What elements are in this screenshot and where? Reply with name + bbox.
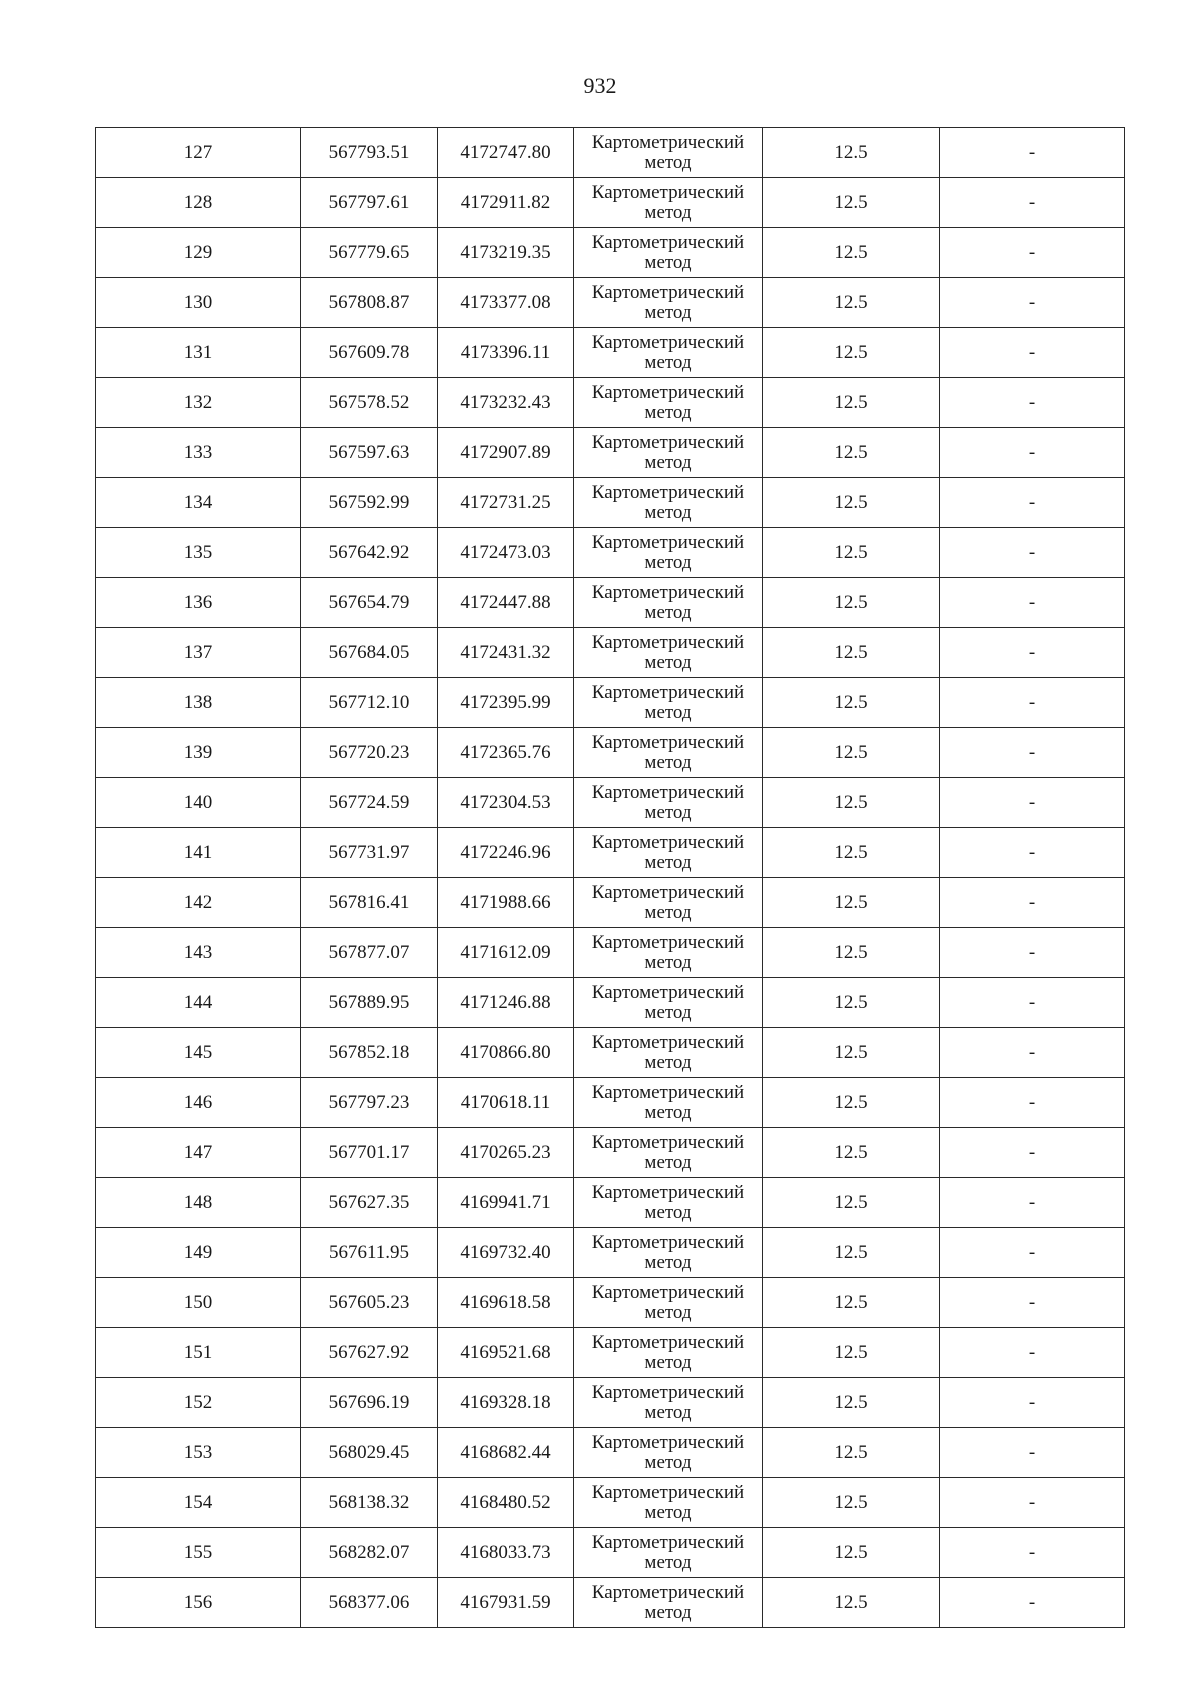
table-row <box>96 328 1125 378</box>
point-number-cell: 141 <box>96 828 301 878</box>
accuracy-cell: 12.5 <box>763 178 940 228</box>
method-cell <box>574 828 763 878</box>
y-coordinate-cell: 4172473.03 <box>438 528 574 578</box>
table-row <box>96 178 1125 228</box>
note-cell: - <box>940 1478 1125 1528</box>
accuracy-cell: 12.5 <box>763 1028 940 1078</box>
method-line-1: Картометрический <box>591 1081 745 1103</box>
method-line-2: метод <box>644 301 692 323</box>
method-line-2: метод <box>644 151 692 173</box>
method-line-2: метод <box>644 1001 692 1023</box>
note-cell: - <box>940 1578 1125 1628</box>
method-line-2: метод <box>644 1451 692 1473</box>
method-line-1: Картометрический <box>591 831 745 853</box>
table-row <box>96 1228 1125 1278</box>
y-coordinate-cell: 4171612.09 <box>438 928 574 978</box>
y-coordinate-cell: 4168682.44 <box>438 1428 574 1478</box>
y-coordinate-cell: 4170618.11 <box>438 1078 574 1128</box>
note-cell: - <box>940 278 1125 328</box>
point-number-cell: 127 <box>96 128 301 178</box>
method-line-1: Картометрический <box>591 1531 745 1553</box>
table-row <box>96 1428 1125 1478</box>
method-line-2: метод <box>644 951 692 973</box>
point-number-cell: 128 <box>96 178 301 228</box>
note-cell: - <box>940 728 1125 778</box>
method-cell <box>574 1278 763 1328</box>
method-line-1: Картометрический <box>591 581 745 603</box>
method-line-2: метод <box>644 201 692 223</box>
table-row <box>96 678 1125 728</box>
y-coordinate-cell: 4172395.99 <box>438 678 574 728</box>
method-cell <box>574 578 763 628</box>
note-cell: - <box>940 1228 1125 1278</box>
accuracy-cell: 12.5 <box>763 1478 940 1528</box>
x-coordinate-cell: 567642.92 <box>301 528 438 578</box>
method-line-1: Картометрический <box>591 531 745 553</box>
table-row <box>96 428 1125 478</box>
note-cell: - <box>940 228 1125 278</box>
method-line-1: Картометрический <box>591 1281 745 1303</box>
method-line-1: Картометрический <box>591 731 745 753</box>
method-cell <box>574 1578 763 1628</box>
method-line-2: метод <box>644 1601 692 1623</box>
method-cell <box>574 1178 763 1228</box>
method-line-2: метод <box>644 351 692 373</box>
note-cell: - <box>940 1278 1125 1328</box>
y-coordinate-cell: 4169521.68 <box>438 1328 574 1378</box>
method-line-1: Картометрический <box>591 331 745 353</box>
method-line-1: Картометрический <box>591 381 745 403</box>
y-coordinate-cell: 4169732.40 <box>438 1228 574 1278</box>
method-cell <box>574 178 763 228</box>
method-cell <box>574 628 763 678</box>
method-cell <box>574 478 763 528</box>
method-line-2: метод <box>644 1401 692 1423</box>
point-number-cell: 146 <box>96 1078 301 1128</box>
method-line-2: метод <box>644 1201 692 1223</box>
point-number-cell: 142 <box>96 878 301 928</box>
method-line-2: метод <box>644 1051 692 1073</box>
accuracy-cell: 12.5 <box>763 1578 940 1628</box>
y-coordinate-cell: 4172731.25 <box>438 478 574 528</box>
table-body <box>96 128 1125 1628</box>
note-cell: - <box>940 128 1125 178</box>
accuracy-cell: 12.5 <box>763 878 940 928</box>
method-line-1: Картометрический <box>591 931 745 953</box>
point-number-cell: 154 <box>96 1478 301 1528</box>
table-row <box>96 978 1125 1028</box>
method-line-2: метод <box>644 551 692 573</box>
method-line-1: Картометрический <box>591 481 745 503</box>
method-line-1: Картометрический <box>591 1381 745 1403</box>
note-cell: - <box>940 428 1125 478</box>
note-cell: - <box>940 328 1125 378</box>
method-cell <box>574 978 763 1028</box>
y-coordinate-cell: 4172246.96 <box>438 828 574 878</box>
table-row <box>96 128 1125 178</box>
x-coordinate-cell: 567877.07 <box>301 928 438 978</box>
x-coordinate-cell: 567696.19 <box>301 1378 438 1428</box>
x-coordinate-cell: 567611.95 <box>301 1228 438 1278</box>
method-line-2: метод <box>644 601 692 623</box>
accuracy-cell: 12.5 <box>763 578 940 628</box>
accuracy-cell: 12.5 <box>763 1328 940 1378</box>
y-coordinate-cell: 4168033.73 <box>438 1528 574 1578</box>
method-cell <box>574 428 763 478</box>
method-line-2: метод <box>644 451 692 473</box>
x-coordinate-cell: 567816.41 <box>301 878 438 928</box>
point-number-cell: 139 <box>96 728 301 778</box>
method-line-1: Картометрический <box>591 231 745 253</box>
point-number-cell: 136 <box>96 578 301 628</box>
method-line-2: метод <box>644 1301 692 1323</box>
note-cell: - <box>940 528 1125 578</box>
method-cell <box>574 678 763 728</box>
note-cell: - <box>940 1128 1125 1178</box>
method-line-2: метод <box>644 1501 692 1523</box>
point-number-cell: 131 <box>96 328 301 378</box>
note-cell: - <box>940 578 1125 628</box>
x-coordinate-cell: 567779.65 <box>301 228 438 278</box>
method-line-1: Картометрический <box>591 1131 745 1153</box>
x-coordinate-cell: 568029.45 <box>301 1428 438 1478</box>
y-coordinate-cell: 4172304.53 <box>438 778 574 828</box>
method-cell <box>574 928 763 978</box>
x-coordinate-cell: 568282.07 <box>301 1528 438 1578</box>
accuracy-cell: 12.5 <box>763 228 940 278</box>
method-line-2: метод <box>644 1551 692 1573</box>
y-coordinate-cell: 4168480.52 <box>438 1478 574 1528</box>
accuracy-cell: 12.5 <box>763 1278 940 1328</box>
point-number-cell: 150 <box>96 1278 301 1328</box>
y-coordinate-cell: 4172911.82 <box>438 178 574 228</box>
x-coordinate-cell: 567889.95 <box>301 978 438 1028</box>
point-number-cell: 132 <box>96 378 301 428</box>
method-line-1: Картометрический <box>591 1581 745 1603</box>
point-number-cell: 149 <box>96 1228 301 1278</box>
method-line-1: Картометрический <box>591 281 745 303</box>
x-coordinate-cell: 567592.99 <box>301 478 438 528</box>
x-coordinate-cell: 567597.63 <box>301 428 438 478</box>
x-coordinate-cell: 567578.52 <box>301 378 438 428</box>
method-line-1: Картометрический <box>591 1231 745 1253</box>
x-coordinate-cell: 568138.32 <box>301 1478 438 1528</box>
point-number-cell: 135 <box>96 528 301 578</box>
accuracy-cell: 12.5 <box>763 628 940 678</box>
point-number-cell: 153 <box>96 1428 301 1478</box>
table-row <box>96 578 1125 628</box>
accuracy-cell: 12.5 <box>763 378 940 428</box>
x-coordinate-cell: 567797.61 <box>301 178 438 228</box>
x-coordinate-cell: 567793.51 <box>301 128 438 178</box>
table-row <box>96 1478 1125 1528</box>
x-coordinate-cell: 567724.59 <box>301 778 438 828</box>
method-line-1: Картометрический <box>591 981 745 1003</box>
method-line-1: Картометрический <box>591 1431 745 1453</box>
y-coordinate-cell: 4173377.08 <box>438 278 574 328</box>
table-row <box>96 828 1125 878</box>
note-cell: - <box>940 1328 1125 1378</box>
method-line-1: Картометрический <box>591 681 745 703</box>
accuracy-cell: 12.5 <box>763 328 940 378</box>
method-line-1: Картометрический <box>591 631 745 653</box>
table-row <box>96 878 1125 928</box>
point-number-cell: 130 <box>96 278 301 328</box>
method-line-2: метод <box>644 501 692 523</box>
table-row <box>96 1278 1125 1328</box>
method-line-2: метод <box>644 901 692 923</box>
method-cell <box>574 778 763 828</box>
method-line-1: Картометрический <box>591 1331 745 1353</box>
accuracy-cell: 12.5 <box>763 128 940 178</box>
method-cell <box>574 1478 763 1528</box>
table-row <box>96 728 1125 778</box>
method-line-1: Картометрический <box>591 181 745 203</box>
method-cell <box>574 228 763 278</box>
method-line-2: метод <box>644 801 692 823</box>
method-line-1: Картометрический <box>591 431 745 453</box>
y-coordinate-cell: 4171988.66 <box>438 878 574 928</box>
accuracy-cell: 12.5 <box>763 928 940 978</box>
method-cell <box>574 378 763 428</box>
method-line-2: метод <box>644 701 692 723</box>
y-coordinate-cell: 4173232.43 <box>438 378 574 428</box>
note-cell: - <box>940 778 1125 828</box>
x-coordinate-cell: 567654.79 <box>301 578 438 628</box>
note-cell: - <box>940 478 1125 528</box>
table-row <box>96 1378 1125 1428</box>
method-line-2: метод <box>644 1351 692 1373</box>
x-coordinate-cell: 567609.78 <box>301 328 438 378</box>
x-coordinate-cell: 567808.87 <box>301 278 438 328</box>
y-coordinate-cell: 4171246.88 <box>438 978 574 1028</box>
method-line-1: Картометрический <box>591 1181 745 1203</box>
table-row <box>96 1128 1125 1178</box>
accuracy-cell: 12.5 <box>763 778 940 828</box>
method-line-2: метод <box>644 251 692 273</box>
note-cell: - <box>940 178 1125 228</box>
accuracy-cell: 12.5 <box>763 828 940 878</box>
method-line-1: Картометрический <box>591 131 745 153</box>
y-coordinate-cell: 4172447.88 <box>438 578 574 628</box>
accuracy-cell: 12.5 <box>763 678 940 728</box>
method-cell <box>574 128 763 178</box>
table-row <box>96 628 1125 678</box>
x-coordinate-cell: 567627.92 <box>301 1328 438 1378</box>
x-coordinate-cell: 567712.10 <box>301 678 438 728</box>
accuracy-cell: 12.5 <box>763 1128 940 1178</box>
y-coordinate-cell: 4172431.32 <box>438 628 574 678</box>
note-cell: - <box>940 828 1125 878</box>
y-coordinate-cell: 4167931.59 <box>438 1578 574 1628</box>
point-number-cell: 156 <box>96 1578 301 1628</box>
table-row <box>96 1078 1125 1128</box>
accuracy-cell: 12.5 <box>763 528 940 578</box>
y-coordinate-cell: 4169328.18 <box>438 1378 574 1428</box>
table-row <box>96 278 1125 328</box>
x-coordinate-cell: 567627.35 <box>301 1178 438 1228</box>
table-row <box>96 928 1125 978</box>
table-row <box>96 778 1125 828</box>
method-cell <box>574 1078 763 1128</box>
x-coordinate-cell: 567731.97 <box>301 828 438 878</box>
y-coordinate-cell: 4170866.80 <box>438 1028 574 1078</box>
method-cell <box>574 1428 763 1478</box>
note-cell: - <box>940 878 1125 928</box>
x-coordinate-cell: 567852.18 <box>301 1028 438 1078</box>
point-number-cell: 138 <box>96 678 301 728</box>
table-row <box>96 228 1125 278</box>
method-line-2: метод <box>644 651 692 673</box>
x-coordinate-cell: 567797.23 <box>301 1078 438 1128</box>
accuracy-cell: 12.5 <box>763 478 940 528</box>
method-cell <box>574 1228 763 1278</box>
method-line-2: метод <box>644 751 692 773</box>
point-number-cell: 133 <box>96 428 301 478</box>
method-cell <box>574 328 763 378</box>
method-cell <box>574 1528 763 1578</box>
note-cell: - <box>940 1428 1125 1478</box>
y-coordinate-cell: 4172747.80 <box>438 128 574 178</box>
table-row <box>96 1528 1125 1578</box>
x-coordinate-cell: 568377.06 <box>301 1578 438 1628</box>
x-coordinate-cell: 567701.17 <box>301 1128 438 1178</box>
table-row <box>96 478 1125 528</box>
point-number-cell: 151 <box>96 1328 301 1378</box>
note-cell: - <box>940 928 1125 978</box>
table-row <box>96 1328 1125 1378</box>
table-row <box>96 528 1125 578</box>
y-coordinate-cell: 4172365.76 <box>438 728 574 778</box>
note-cell: - <box>940 1078 1125 1128</box>
point-number-cell: 147 <box>96 1128 301 1178</box>
table-row <box>96 378 1125 428</box>
point-number-cell: 148 <box>96 1178 301 1228</box>
note-cell: - <box>940 1378 1125 1428</box>
method-line-1: Картометрический <box>591 881 745 903</box>
method-line-1: Картометрический <box>591 1031 745 1053</box>
method-cell <box>574 1128 763 1178</box>
method-line-1: Картометрический <box>591 781 745 803</box>
accuracy-cell: 12.5 <box>763 1428 940 1478</box>
method-cell <box>574 1028 763 1078</box>
method-line-2: метод <box>644 401 692 423</box>
accuracy-cell: 12.5 <box>763 978 940 1028</box>
x-coordinate-cell: 567684.05 <box>301 628 438 678</box>
note-cell: - <box>940 378 1125 428</box>
point-number-cell: 144 <box>96 978 301 1028</box>
note-cell: - <box>940 978 1125 1028</box>
method-cell <box>574 728 763 778</box>
method-line-2: метод <box>644 1251 692 1273</box>
point-number-cell: 134 <box>96 478 301 528</box>
method-line-2: метод <box>644 1101 692 1123</box>
method-line-2: метод <box>644 1151 692 1173</box>
note-cell: - <box>940 678 1125 728</box>
accuracy-cell: 12.5 <box>763 428 940 478</box>
point-number-cell: 137 <box>96 628 301 678</box>
y-coordinate-cell: 4169941.71 <box>438 1178 574 1228</box>
method-line-1: Картометрический <box>591 1481 745 1503</box>
y-coordinate-cell: 4169618.58 <box>438 1278 574 1328</box>
x-coordinate-cell: 567720.23 <box>301 728 438 778</box>
table-row <box>96 1178 1125 1228</box>
accuracy-cell: 12.5 <box>763 728 940 778</box>
method-cell <box>574 878 763 928</box>
point-number-cell: 145 <box>96 1028 301 1078</box>
y-coordinate-cell: 4173396.11 <box>438 328 574 378</box>
method-cell <box>574 1378 763 1428</box>
page-number: 932 <box>583 73 617 98</box>
point-number-cell: 155 <box>96 1528 301 1578</box>
accuracy-cell: 12.5 <box>763 1378 940 1428</box>
point-number-cell: 152 <box>96 1378 301 1428</box>
accuracy-cell: 12.5 <box>763 1228 940 1278</box>
note-cell: - <box>940 1528 1125 1578</box>
note-cell: - <box>940 1028 1125 1078</box>
table-row <box>96 1578 1125 1628</box>
point-number-cell: 129 <box>96 228 301 278</box>
note-cell: - <box>940 628 1125 678</box>
method-cell <box>574 278 763 328</box>
point-number-cell: 143 <box>96 928 301 978</box>
x-coordinate-cell: 567605.23 <box>301 1278 438 1328</box>
y-coordinate-cell: 4173219.35 <box>438 228 574 278</box>
coordinates-table <box>95 127 1125 1628</box>
method-cell <box>574 528 763 578</box>
accuracy-cell: 12.5 <box>763 1178 940 1228</box>
note-cell: - <box>940 1178 1125 1228</box>
accuracy-cell: 12.5 <box>763 1528 940 1578</box>
point-number-cell: 140 <box>96 778 301 828</box>
table-row <box>96 1028 1125 1078</box>
y-coordinate-cell: 4170265.23 <box>438 1128 574 1178</box>
accuracy-cell: 12.5 <box>763 278 940 328</box>
y-coordinate-cell: 4172907.89 <box>438 428 574 478</box>
method-cell <box>574 1328 763 1378</box>
accuracy-cell: 12.5 <box>763 1078 940 1128</box>
method-line-2: метод <box>644 851 692 873</box>
